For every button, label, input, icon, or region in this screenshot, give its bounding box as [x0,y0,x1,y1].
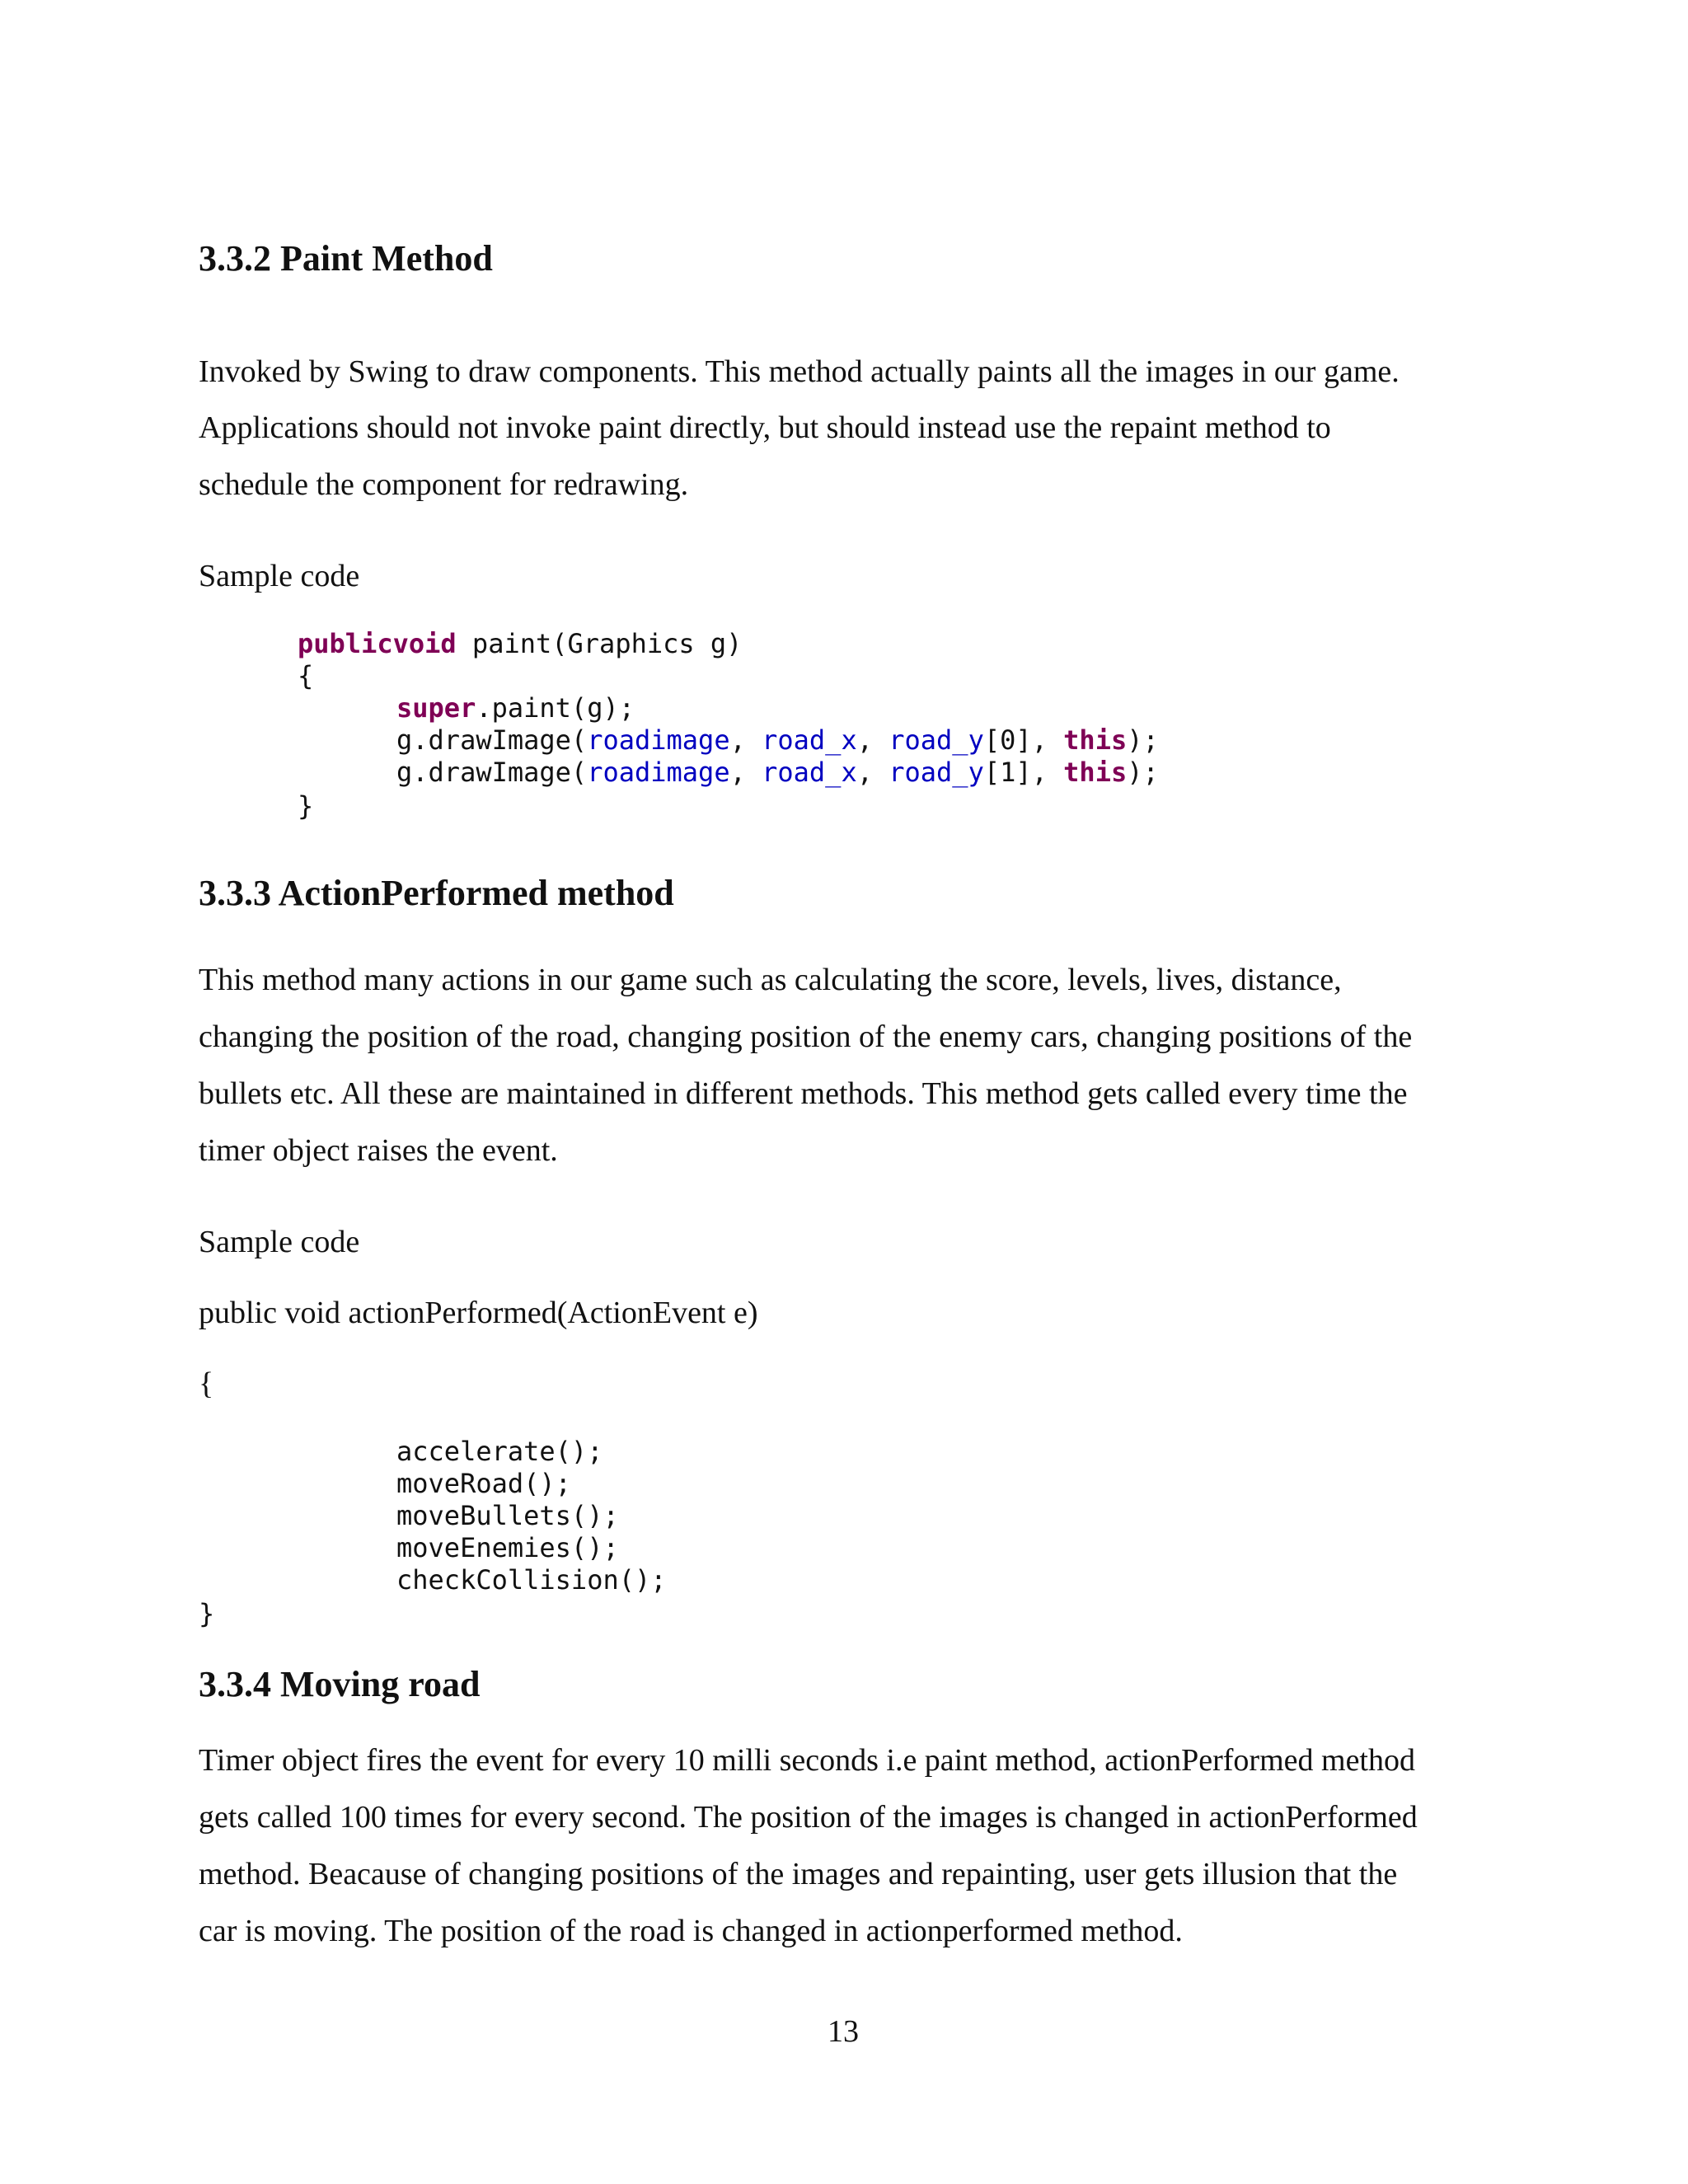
code-text: ); [1127,724,1159,756]
paragraph-line: schedule the component for redrawing. [199,467,689,502]
code-field: road_y [889,757,984,788]
code-field: road_y [889,724,984,756]
section-heading-paint-method: 3.3.2 Paint Method [199,238,493,279]
paragraph-line: gets called 100 times for every second. The position of the images is changed in actionPerformed [199,1800,1418,1835]
code-text: , [729,757,762,788]
paragraph-line: Invoked by Swing to draw components. This method actually paints all the images in our game. [199,354,1400,389]
code-line: moveBullets(); [396,1500,619,1531]
code-line: moveRoad(); [396,1468,571,1499]
code-text: paint(Graphics g) [456,628,743,659]
code-text: } [298,790,314,822]
code-text: , [729,724,762,756]
code-line [396,692,635,724]
code-field: roadimage [587,724,730,756]
code-line: checkCollision(); [396,1564,667,1596]
code-line [396,724,1159,756]
code-line [298,790,314,822]
sample-code-label: Sample code [199,1225,360,1259]
code-line [298,660,314,691]
code-text: { [298,660,314,691]
code-keyword: publicvoid [298,628,457,659]
code-text: [0], [983,724,1064,756]
code-text: .paint(g); [476,692,635,724]
paragraph-line: This method many actions in our game such as calculating the score, levels, lives, distance, [199,963,1342,997]
paragraph-line: bullets etc. All these are maintained in different methods. This method gets called every time the [199,1076,1408,1111]
code-field: roadimage [587,757,730,788]
code-line [396,757,1159,788]
code-field: road_x [762,724,857,756]
code-line [298,630,742,657]
code-field: road_x [762,757,857,788]
code-text: g.drawImage( [396,724,588,756]
code-keyword: this [1063,724,1128,756]
code-keyword: this [1063,757,1128,788]
code-text: g.drawImage( [396,757,588,788]
page-number: 13 [828,2014,859,2049]
sample-code-label: Sample code [199,559,360,593]
code-text: [1], [983,757,1064,788]
paragraph-line: changing the position of the road, changing position of the enemy cars, changing positions of the [199,1019,1413,1054]
code-open-brace: { [199,1366,214,1401]
paragraph-line: timer object raises the event. [199,1133,558,1168]
code-close-brace: } [199,1598,215,1629]
code-text: , [856,724,889,756]
code-keyword: super [396,692,476,724]
paragraph-line: Timer object fires the event for every 10 milli seconds i.e paint method, actionPerformed method [199,1743,1415,1778]
paragraph-line: method. Beacause of changing positions of the images and repainting, user gets illusion that the [199,1857,1398,1891]
code-line: accelerate(); [396,1436,603,1467]
code-text: ); [1127,757,1159,788]
section-heading-action-performed: 3.3.3 ActionPerformed method [199,873,674,913]
code-line: moveEnemies(); [396,1532,619,1563]
code-text: , [856,757,889,788]
section-heading-moving-road: 3.3.4 Moving road [199,1664,481,1704]
code-signature: public void actionPerformed(ActionEvent e) [199,1296,758,1330]
paragraph-line: Applications should not invoke paint directly, but should instead use the repaint method to [199,410,1331,445]
paragraph-line: car is moving. The position of the road is changed in actionperformed method. [199,1914,1183,1948]
